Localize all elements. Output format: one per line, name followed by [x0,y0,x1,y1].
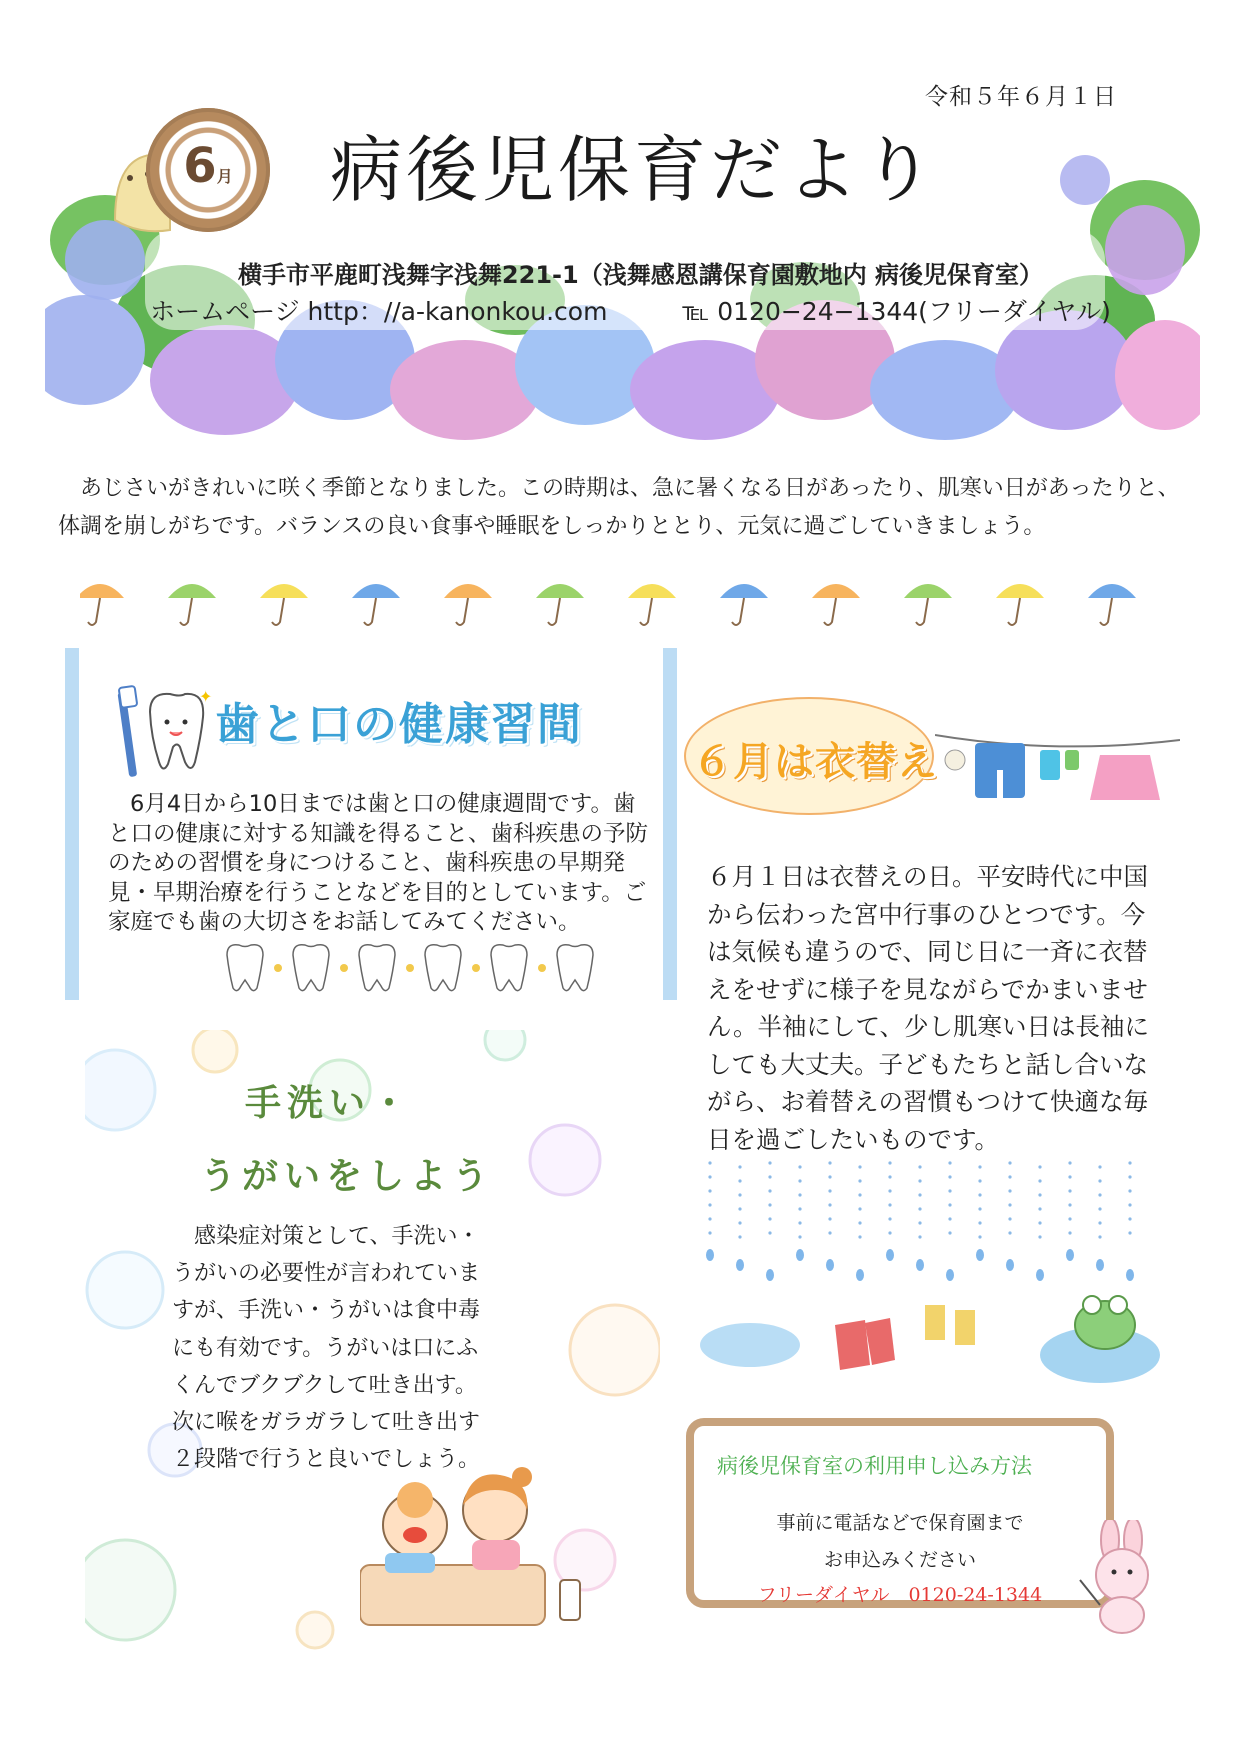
rain-dot [888,1189,891,1192]
rain-dot [918,1207,921,1210]
rain-dot [1128,1189,1131,1192]
umbrella-icon [260,584,308,598]
rain-dot [858,1179,861,1182]
rain-dot [1038,1207,1041,1210]
tooth-toothbrush-icon [115,682,215,782]
rain-dot [1098,1221,1101,1224]
intro-paragraph: あじさいがきれいに咲く季節となりました。この時期は、急に暑くなる日があったり、肌寒い日があったりと、体調を崩しがちです。バランスの良い食事や睡眠をしっかりととり、元気に過ごしていきましょう。 [58,476,1180,539]
rain-dot [1038,1221,1041,1224]
rain-dot [978,1235,981,1238]
info-box-title: 病後児保育室の利用申し込み方法 [717,1454,1032,1478]
rain-dot [1008,1175,1011,1178]
rain-dot [1008,1217,1011,1220]
tooth-icon [557,945,593,991]
rain-dot [708,1175,711,1178]
rain-dot [798,1207,801,1210]
rain-dot [948,1161,951,1164]
raindrop-icon [736,1259,744,1271]
contact-line: ホームページ http：//a-kanonkou.com ℡ 0120−24−1344(フリーダイヤル) [150,297,1111,326]
dot-separator [340,964,348,972]
rain-dot [918,1221,921,1224]
rain-dot [828,1217,831,1220]
raindrop-icon [856,1269,864,1281]
clothesline-illustration [935,715,1180,825]
rain-dot [948,1231,951,1234]
umbrella-icon [444,584,492,598]
rain-dot [798,1221,801,1224]
rain-dot [858,1207,861,1210]
umbrella-row [80,570,1180,630]
raindrop-icon [766,1269,774,1281]
umbrella-handle [640,598,652,625]
rain-dot [858,1193,861,1196]
rain-dot [708,1231,711,1234]
rain-dot [888,1161,891,1164]
umbrella-icon [812,584,860,598]
rain-dot [738,1207,741,1210]
rain-dot [948,1175,951,1178]
tooth-icon [359,945,395,991]
svg-text:✦: ✦ [199,687,213,706]
tooth-icon [293,945,329,991]
umbrella-handle [180,598,192,625]
rain-dot [1038,1235,1041,1238]
raindrop-icon [796,1249,804,1261]
rain-dot [858,1235,861,1238]
rain-dot [978,1207,981,1210]
info-box-line1: 事前に電話などで保育園まで [776,1512,1024,1534]
rain-dot [798,1165,801,1168]
rain-dot [918,1235,921,1238]
dot-separator [274,964,282,972]
rain-dot [798,1179,801,1182]
raindrop-icon [1126,1269,1134,1281]
rain-dot [1068,1203,1071,1206]
teeth-section-body: 6月4日から10日までは歯と口の健康週間です。歯と口の健康に対する知識を得ること、歯科疾患の予防のための習慣を身につけること、歯科疾患の早期発見・早期治療を行うことなどを目的としています。ご家庭でも歯の大切さをお話してみてください。 [108,791,649,935]
rain-dot [978,1193,981,1196]
rain-dot [918,1193,921,1196]
rain-dot [768,1175,771,1178]
rain-dot [978,1165,981,1168]
umbrella-handle [916,598,928,625]
koromogae-section-body: ６月１日は衣替えの日。平安時代に中国から伝わった宮中行事のひとつです。今は気候も違うので、同じ日に一斉に衣替えをせずに様子を見ながらでかまいません。半袖にして、少し肌寒い日は長袖にしても大丈夫。子どもたちと話し合いながら、お着替えの習慣もつけて快適な毎日を過ごしたいものです。 [707,862,1149,1154]
dot-separator [472,964,480,972]
rain-dot [1038,1179,1041,1182]
rain-dot [978,1221,981,1224]
rain-dot [1068,1231,1071,1234]
tooth-icon [491,945,527,991]
rain-dot [738,1221,741,1224]
rain-dot [768,1217,771,1220]
rain-dot [888,1175,891,1178]
rain-dot [738,1235,741,1238]
raindrop-icon [886,1249,894,1261]
rain-dot [1128,1203,1131,1206]
rain-dot [798,1193,801,1196]
umbrella-handle [456,598,468,625]
rain-dot [948,1217,951,1220]
umbrella-icon [628,584,676,598]
rain-dot [1098,1165,1101,1168]
rain-dot [1008,1203,1011,1206]
dot-separator [406,964,414,972]
bunny-teacher-icon [1075,1520,1170,1635]
rain-dot [828,1231,831,1234]
rain-dot [828,1189,831,1192]
raindrop-icon [946,1269,954,1281]
rain-dot [888,1203,891,1206]
rain-dot [978,1179,981,1182]
rain-dot [1098,1235,1101,1238]
rain-dot [1068,1175,1071,1178]
tooth-icon [227,945,263,991]
rain-dot [738,1193,741,1196]
raindrop-icon [1066,1249,1074,1261]
rain-dot [1038,1165,1041,1168]
teeth-section-title: 歯と口の健康習間 [215,699,583,750]
umbrella-icon [1088,584,1136,598]
rain-dot [858,1165,861,1168]
raindrop-icon [1036,1269,1044,1281]
koromogae-section-title: ６月は衣替え [692,739,938,785]
raindrop-icon [976,1249,984,1261]
umbrella-icon [352,584,400,598]
raindrop-icon [1096,1259,1104,1271]
rain-dot [768,1161,771,1164]
umbrella-handle [824,598,836,625]
rain-dot [828,1175,831,1178]
rain-dot [1008,1161,1011,1164]
raindrop-icon [706,1249,714,1261]
rain-dot [1008,1231,1011,1234]
umbrella-handle [1100,598,1112,625]
umbrella-handle [272,598,284,625]
rain-dot [738,1165,741,1168]
kids-washing-hands-illustration [360,1455,590,1630]
rain-dot [708,1217,711,1220]
rain-dot [738,1179,741,1182]
umbrella-icon [904,584,952,598]
rain-dot [1068,1161,1071,1164]
tooth-icon [425,945,461,991]
dot-separator [538,964,546,972]
rain-dot [918,1165,921,1168]
rain-dot [1128,1161,1131,1164]
umbrella-icon [536,584,584,598]
month-badge-text: 6月 [183,138,233,194]
info-box-phone: フリーダイヤル 0120-24-1344 [757,1584,1043,1606]
rain-dot [1128,1217,1131,1220]
handwash-title-line2: うがいをしよう [200,1156,495,1197]
rain-dot [858,1221,861,1224]
rain-dot [918,1179,921,1182]
rain-boots-frog-illustration [700,1155,1160,1395]
umbrella-icon [996,584,1044,598]
umbrella-handle [1008,598,1020,625]
raindrop-icon [1006,1259,1014,1271]
info-box-line2: お申込みください [823,1549,976,1571]
rain-dot [948,1203,951,1206]
handwash-section-body: 感染症対策として、手洗い・うがいの必要性が言われていますが、手洗い・うがいは食中毒にも有効です。うがいは口にふくんでブクブクして吐き出す。次に喉をガラガラして吐き出す２段階で行うと良いでしょう。 [172,1224,481,1473]
rain-dot [708,1203,711,1206]
umbrella-handle [548,598,560,625]
umbrella-icon [168,584,216,598]
umbrella-handle [88,598,100,625]
rain-dot [828,1161,831,1164]
raindrop-icon [916,1259,924,1271]
rain-dot [1098,1207,1101,1210]
rain-dot [798,1235,801,1238]
umbrella-icon [80,584,124,598]
rain-dot [1128,1175,1131,1178]
umbrella-icon [720,584,768,598]
rain-dot [1008,1189,1011,1192]
rain-dot [768,1231,771,1234]
umbrella-handle [364,598,376,625]
rain-dot [768,1189,771,1192]
smiling-teeth-row [220,940,640,996]
rain-dot [1098,1179,1101,1182]
rain-dot [768,1203,771,1206]
address-line: 横手市平鹿町浅舞字浅舞221-1（浅舞感恩講保育園敷地内 病後児保育室） [237,261,1044,289]
handwash-title-line1: 手洗い・ [245,1083,414,1124]
umbrella-handle [732,598,744,625]
rain-dot [1038,1193,1041,1196]
rain-dot [888,1231,891,1234]
issue-date: 令和５年６月１日 [925,84,1117,110]
rain-dot [1068,1217,1071,1220]
rain-dot [1068,1189,1071,1192]
rain-dot [708,1189,711,1192]
rain-dot [1128,1231,1131,1234]
rain-dot [828,1203,831,1206]
raindrop-icon [826,1259,834,1271]
rain-dot [708,1161,711,1164]
rain-dot [948,1189,951,1192]
newsletter-title: 病後児保育だより [330,128,939,212]
rain-dot [1098,1193,1101,1196]
rain-dot [888,1217,891,1220]
